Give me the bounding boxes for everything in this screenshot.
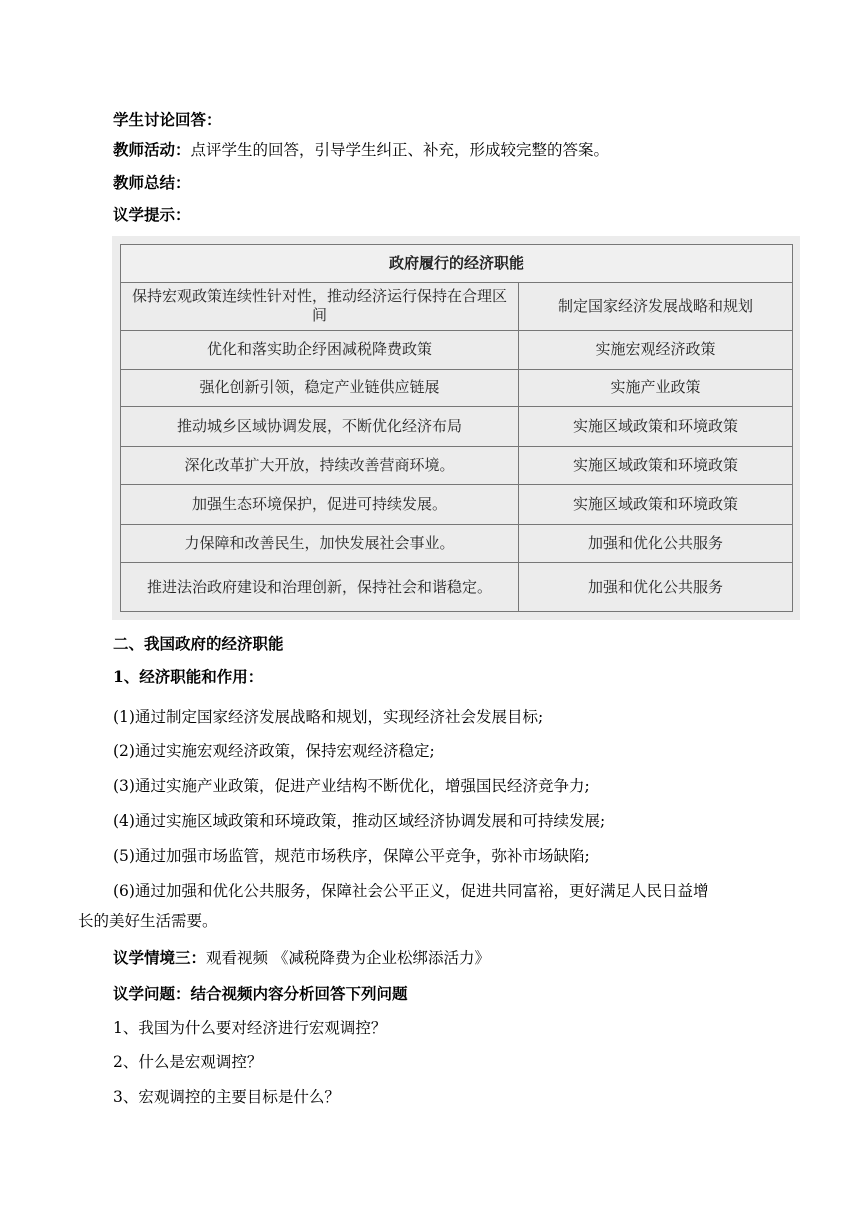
table-cell-measure: 加强生态环境保护，促进可持续发展。	[121, 485, 519, 525]
teacher-summary-label: 教师总结：	[113, 173, 191, 192]
table-cell-function: 实施产业政策	[519, 369, 793, 407]
discussion-hint-label: 议学提示：	[113, 205, 191, 224]
table-cell-function: 实施区域政策和环境政策	[519, 446, 793, 485]
table-cell-function: 实施区域政策和环境政策	[519, 407, 793, 447]
questions-heading: 议学问题：结合视频内容分析回答下列问题	[113, 984, 408, 1003]
function-item-6: (6)通过加强和优化公共服务，保障社会公平正义，促进共同富裕，更好满足人民日益增	[113, 882, 709, 900]
situation3-label: 议学情境三：	[113, 948, 207, 967]
situation3-paragraph	[113, 947, 490, 969]
table-cell-measure: 推进法治政府建设和治理创新，保持社会和谐稳定。	[121, 563, 519, 612]
function-item-4: (4)通过实施区域政策和环境政策，推动区域经济协调发展和可持续发展;	[113, 812, 606, 830]
teacher-activity-paragraph	[113, 139, 609, 161]
table-row	[121, 282, 793, 331]
table-cell-function: 加强和优化公共服务	[519, 524, 793, 563]
function-item-5: (5)通过加强市场监管，规范市场秩序，保障公平竞争，弥补市场缺陷;	[113, 847, 590, 865]
situation3-text: 观看视频 《减税降费为企业松绑添活力》	[206, 949, 490, 967]
table-row	[121, 331, 793, 370]
economic-functions-table-image	[112, 236, 800, 620]
table-cell-function: 实施宏观经济政策	[519, 331, 793, 370]
teacher-activity-label: 教师活动：	[113, 140, 191, 159]
table-title: 政府履行的经济职能	[121, 245, 793, 283]
table-row	[121, 485, 793, 525]
student-answer-label: 学生讨论回答：	[113, 110, 222, 129]
teacher-activity-text: 点评学生的回答，引导学生纠正、补充，形成较完整的答案。	[190, 141, 610, 159]
table-cell-function: 加强和优化公共服务	[519, 563, 793, 612]
table-cell-measure: 深化改革扩大开放，持续改善营商环境。	[121, 446, 519, 485]
table-row	[121, 563, 793, 612]
function-item-1: (1)通过制定国家经济发展战略和规划，实现经济社会发展目标;	[113, 708, 544, 726]
function-item-2: (2)通过实施宏观经济政策，保持宏观经济稳定;	[113, 742, 435, 760]
table-cell-measure: 强化创新引领，稳定产业链供应链展	[121, 369, 519, 407]
table-cell-function: 制定国家经济发展战略和规划	[519, 282, 793, 331]
question-item-1: 1、我国为什么要对经济进行宏观调控？	[113, 1019, 387, 1037]
table-row	[121, 446, 793, 485]
question-item-3: 3、宏观调控的主要目标是什么？	[113, 1088, 340, 1106]
question-item-2: 2、什么是宏观调控？	[113, 1053, 263, 1071]
table-row	[121, 407, 793, 447]
table-cell-measure: 优化和落实助企纾困减税降费政策	[121, 331, 519, 370]
section2-heading: 二、我国政府的经济职能	[113, 634, 284, 653]
table-cell-measure: 保持宏观政策连续性针对性，推动经济运行保持在合理区间	[121, 282, 519, 331]
table-row	[121, 524, 793, 563]
table-cell-function: 实施区域政策和环境政策	[519, 485, 793, 525]
table-row	[121, 369, 793, 407]
section2-subheading: 1、经济职能和作用：	[113, 667, 264, 686]
table-cell-measure: 推动城乡区域协调发展，不断优化经济布局	[121, 407, 519, 447]
economic-functions-table	[120, 244, 793, 612]
function-item-6-continuation: 长的美好生活需要。	[78, 912, 218, 930]
function-item-3: (3)通过实施产业政策，促进产业结构不断优化，增强国民经济竞争力;	[113, 777, 590, 795]
table-cell-measure: 力保障和改善民生，加快发展社会事业。	[121, 524, 519, 563]
